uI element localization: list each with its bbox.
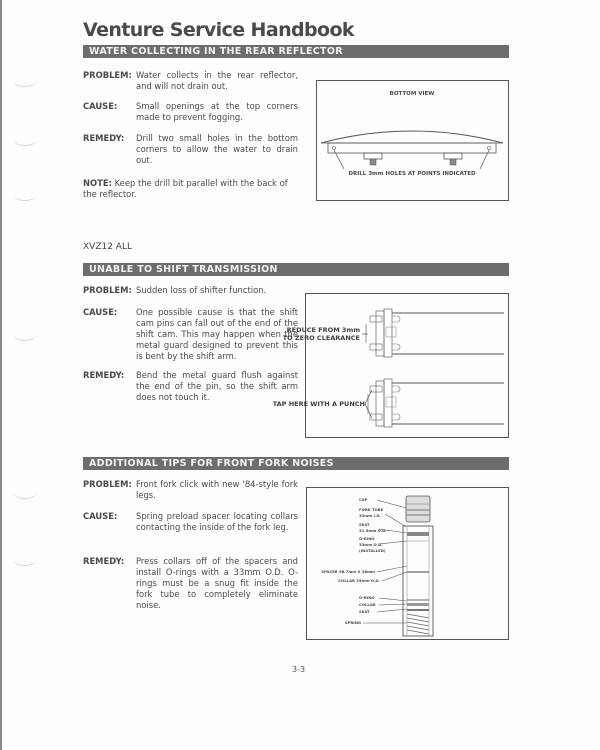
- entry-text: Press collars off of the spacers and install O-rings with a 33mm O.D. O-rings must be a snug fit inside the fork tube to completely eliminate noise.: [136, 556, 298, 610]
- entry-label: CAUSE:: [83, 511, 118, 521]
- punch-hole: [14, 488, 36, 499]
- figure-label: COLLAR 33mm O.D.: [338, 578, 380, 583]
- figure-label: CAP: [359, 497, 368, 502]
- entry-text: Drill two small holes in the bottom corners to allow the water to drain out.: [136, 133, 298, 165]
- cause-entry: [83, 307, 298, 362]
- entry-text: Spring preload spacer locating collars contacting the inside of the fork leg.: [136, 511, 298, 532]
- entry-text: Sudden loss of shifter function.: [136, 285, 267, 295]
- remedy-entry: [83, 370, 298, 403]
- drill-point: [488, 147, 491, 150]
- entry-label: REMEDY:: [83, 556, 125, 566]
- figure-label-clearance: [283, 326, 360, 342]
- entry-label: REMEDY:: [83, 370, 125, 380]
- drill-point: [333, 147, 336, 150]
- spring-part: [407, 614, 429, 634]
- note: [83, 178, 298, 200]
- punch-hole: [14, 190, 36, 201]
- section-heading: WATER COLLECTING IN THE REAR REFLECTOR: [83, 45, 509, 58]
- entry-label: PROBLEM:: [83, 285, 132, 295]
- reflector-body: [328, 143, 496, 153]
- remedy-entry: [83, 133, 298, 166]
- figure-caption: DRILL 3mm HOLES AT POINTS INDICATED: [348, 171, 476, 177]
- note-text: Keep the drill bit parallel with the back of the reflector.: [83, 178, 288, 199]
- figure-label: SPRING: [344, 620, 361, 625]
- page-title: Venture Service Handbook: [83, 19, 354, 41]
- figure-label: SEAT: [359, 522, 370, 527]
- entry-label: CAUSE:: [83, 307, 118, 317]
- model-label: XVZ12 ALL: [83, 242, 132, 252]
- figure-title: BOTTOM VIEW: [389, 91, 435, 97]
- page-number: 3-3: [292, 665, 306, 674]
- entry-label: CAUSE:: [83, 101, 118, 111]
- punch-hole: [14, 135, 36, 146]
- section-heading: UNABLE TO SHIFT TRANSMISSION: [83, 263, 509, 276]
- entry-text: One possible cause is that the shift cam pins can fall out of the end of the shift cam. This may happen when the metal guard designed to prevent this is bent by the shift arm.: [136, 307, 298, 361]
- figure-label: REDUCE FROM 3mm: [286, 326, 360, 334]
- cap-part: [406, 496, 430, 522]
- punch-hole: [14, 330, 36, 341]
- figure-label: O-RING: [359, 536, 375, 541]
- problem-entry: [83, 285, 298, 296]
- entry-label: PROBLEM:: [83, 479, 132, 489]
- figure-label: O-RING: [359, 595, 375, 600]
- figure-label-punch: TAP HERE WITH A PUNCH: [272, 400, 365, 408]
- figure-label: 33mm O.D.: [359, 542, 383, 547]
- figure-label: (INSTALLED): [359, 548, 386, 553]
- figure-bottom-view: [316, 80, 509, 201]
- entry-text: Bend the metal guard flush against the end of the pin, so the shift arm does not touch it.: [136, 370, 298, 402]
- figure-label: SPACER 98.7mm X 38mm: [321, 569, 375, 574]
- problem-entry: [83, 479, 298, 501]
- entry-label: PROBLEM:: [83, 70, 132, 80]
- shift-cam-lower: [365, 379, 504, 427]
- note-label: NOTE:: [83, 178, 112, 188]
- entry-text: Water collects in the rear reflector, and will not drain out.: [136, 70, 298, 91]
- figure-label: 31.5mm O.D.: [359, 528, 387, 533]
- entry-text: Front fork click with new '84-style fork legs.: [136, 479, 298, 500]
- section-heading: ADDITIONAL TIPS FOR FRONT FORK NOISES: [83, 457, 509, 470]
- punch-hole: [14, 555, 36, 566]
- figure-label: COLLAR: [359, 602, 376, 607]
- figure-label: 33mm I.D.: [359, 513, 381, 518]
- figure-label: FORK TUBE: [359, 507, 384, 512]
- page-edge: [0, 0, 2, 750]
- fork-tube-part: [403, 526, 433, 636]
- fork-labels: [321, 497, 387, 625]
- punch-hole: [14, 76, 36, 87]
- remedy-entry: [83, 556, 298, 611]
- figure-label: TO ZERO CLEARANCE: [282, 334, 360, 342]
- fork-tube-drawing: [403, 496, 433, 636]
- cause-entry: [83, 101, 298, 123]
- figure-shift-cam: [272, 293, 509, 438]
- reflector-lens: [321, 131, 503, 143]
- figure-label: SEAT: [359, 609, 370, 614]
- cause-entry: [83, 511, 298, 533]
- shift-cam-upper: [362, 309, 504, 357]
- problem-entry: [83, 70, 298, 92]
- entry-label: REMEDY:: [83, 133, 125, 143]
- figure-fork-tube: [306, 487, 509, 640]
- entry-text: Small openings at the top corners made to prevent fogging.: [136, 101, 298, 122]
